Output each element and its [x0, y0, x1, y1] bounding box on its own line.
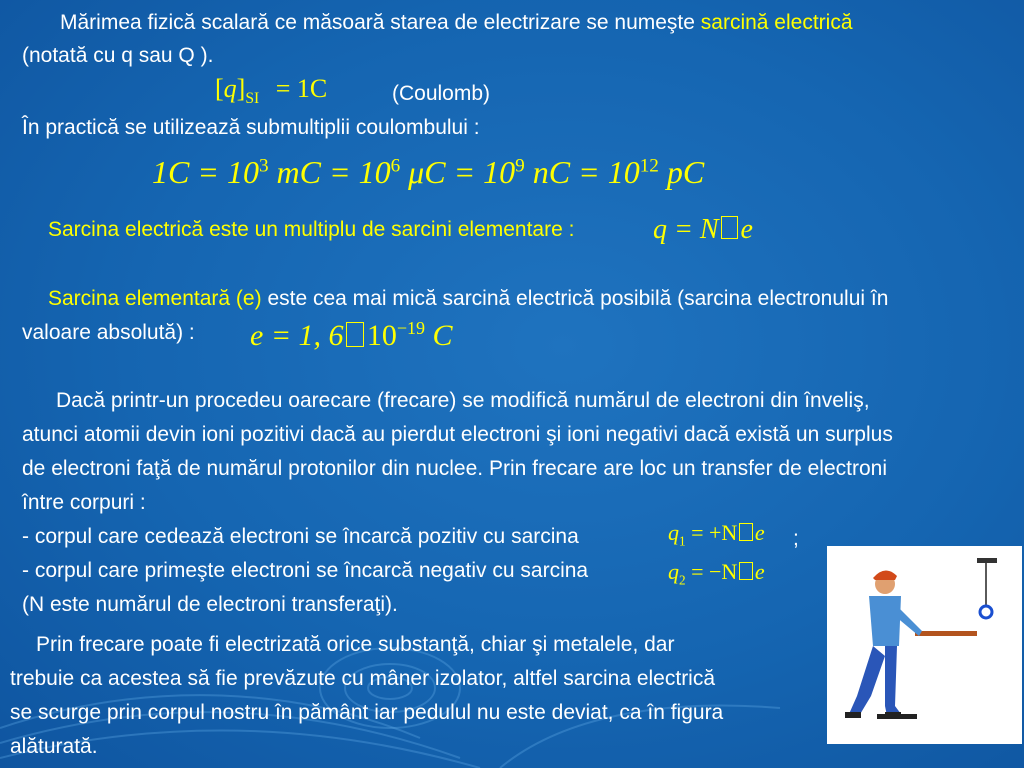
- elementary-line-2: valoare absolută) :: [22, 321, 195, 344]
- placeholder-glyph-icon: [739, 562, 753, 581]
- placeholder-glyph-icon: [346, 322, 365, 347]
- friction-line-3: de electroni faţă de numărul protonilor din nuclee. Prin frecare are loc un transfer de electroni: [22, 457, 887, 480]
- semicolon: ;: [793, 527, 799, 550]
- placeholder-glyph-icon: [739, 523, 753, 542]
- metals-line-4: alăturată.: [10, 735, 98, 758]
- friction-line-5: - corpul care cedează electroni se încarcă pozitiv cu sarcina: [22, 525, 579, 548]
- submultiples-formula: $1C = 10^3$ mC = $10^6$ $\mu C = 10^9$ nC = $10^{12}$ pC: [152, 154, 705, 190]
- coulomb-label: (Coulomb): [392, 82, 491, 105]
- metals-line-1: Prin frecare poate fi electrizată orice substanţă, chiar şi metalele, dar: [36, 633, 675, 656]
- definition-highlight: sarcină electrică: [700, 11, 853, 34]
- friction-line-7: (N este numărul de electroni transferaţi).: [22, 593, 398, 616]
- metals-line-3: se scurge prin corpul nostru în pământ iar pedulul nu este deviat, ca în figura: [10, 701, 724, 724]
- friction-line-6: - corpul care primeşte electroni se încarcă negativ cu sarcina: [22, 559, 589, 582]
- placeholder-glyph-icon: [721, 216, 738, 239]
- submultiples-intro: În practică se utilizează submultiplii coulombului :: [22, 116, 480, 139]
- friction-line-2: atunci atomii devin ioni pozitivi dacă au pierdut electroni şi ioni negativi dacă există un surplus: [22, 423, 893, 446]
- metals-line-2: trebuie ca acestea să fie prevăzute cu mâner izolator, altfel sarcina electrică: [10, 667, 716, 690]
- q2-formula: $q_2 = -N$ e: [668, 559, 765, 588]
- definition-line-1: [60, 10, 853, 36]
- elementary-line-1: Sarcina elementară (e) este cea mai mică sarcină electrică posibilă (sarcina electronului în: [48, 287, 889, 310]
- multiple-formula: q = N e: [653, 214, 753, 245]
- definition-text: Mărimea fizică scalară ce măsoară starea de electrizare se numeşte: [60, 11, 701, 34]
- pendulum-illustration: [827, 546, 1022, 744]
- elementary-highlight: Sarcina elementară (e): [48, 287, 262, 310]
- definition-line-2: (notată cu q sau Q ).: [22, 44, 214, 67]
- person-rod-pendulum-icon: [827, 546, 1022, 744]
- friction-line-4: între corpuri :: [22, 491, 146, 514]
- friction-line-1: Dacă printr-un procedeu oarecare (frecare) se modifică numărul de electroni din înveliş,: [56, 389, 870, 412]
- si-unit-formula: $[q]_{SI} = 1C$: [215, 74, 328, 108]
- q1-formula: $q_1 = +N$ e: [668, 520, 765, 549]
- multiple-statement: Sarcina electrică este un multiplu de sarcini elementare :: [48, 218, 575, 241]
- elementary-formula: e = 1, 6 $10^{-19}$ C: [250, 318, 453, 352]
